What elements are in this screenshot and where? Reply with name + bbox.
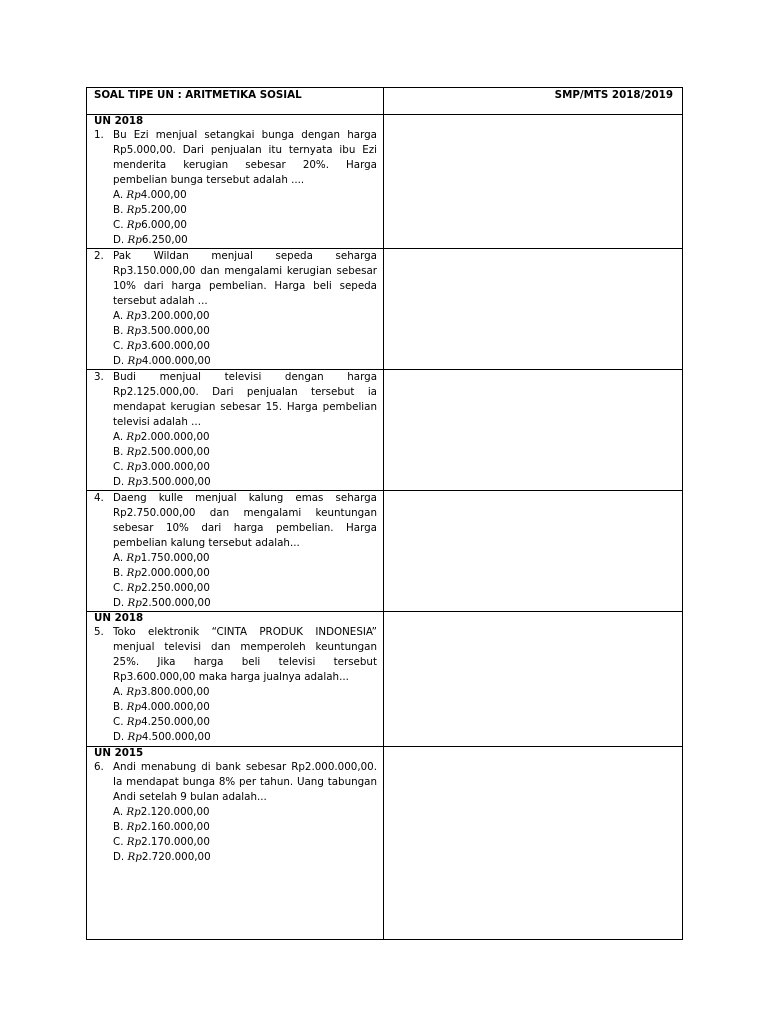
question-4 bbox=[94, 491, 377, 551]
answer-cell bbox=[384, 491, 683, 612]
question-row bbox=[87, 249, 683, 370]
option-value: D. bbox=[113, 355, 125, 367]
option-value: 2.250.000,00 bbox=[141, 582, 210, 594]
currency-symbol: Rp bbox=[127, 355, 142, 367]
option-a bbox=[94, 551, 377, 566]
option-value: 6.250,00 bbox=[141, 234, 188, 246]
question-cell bbox=[87, 747, 384, 940]
header-school-year: SMP/MTS 2018/2019 bbox=[384, 88, 683, 115]
answer-cell bbox=[384, 370, 683, 491]
question-cell bbox=[87, 491, 384, 612]
question-cell bbox=[87, 115, 384, 249]
currency-symbol: Rp bbox=[126, 567, 141, 579]
question-text: Bu Ezi menjual setangkai bunga dengan harga Rp5.000,00. Dari penjualan itu ternyata ibu Ezi menderita kerugian sebesar 20%. Harga pembelian bunga tersebut adalah .... bbox=[113, 129, 377, 186]
option-d bbox=[94, 850, 377, 865]
option-c bbox=[94, 218, 377, 233]
question-1 bbox=[94, 128, 377, 188]
question-table bbox=[86, 87, 683, 940]
currency-symbol: Rp bbox=[126, 701, 141, 713]
question-3 bbox=[94, 370, 377, 430]
question-number: 6. bbox=[94, 761, 104, 773]
header-row bbox=[87, 88, 683, 115]
option-a bbox=[94, 309, 377, 324]
currency-symbol: Rp bbox=[126, 552, 141, 564]
question-number: 3. bbox=[94, 371, 104, 383]
currency-symbol: Rp bbox=[126, 219, 142, 231]
option-value: 4.000.000,00 bbox=[140, 701, 210, 713]
option-value: D. bbox=[113, 476, 125, 488]
option-b bbox=[94, 324, 377, 339]
option-value: C. bbox=[113, 716, 124, 728]
option-value: 2.720.000,00 bbox=[141, 851, 211, 863]
currency-symbol: Rp bbox=[126, 446, 141, 458]
question-cell bbox=[87, 370, 384, 491]
option-value: 2.500.000,00 bbox=[141, 597, 211, 609]
option-a bbox=[94, 805, 377, 820]
option-value: 3.500.000,00 bbox=[140, 325, 210, 337]
question-row bbox=[87, 612, 683, 747]
option-value: 3.600.000,00 bbox=[141, 340, 210, 352]
currency-symbol: Rp bbox=[126, 821, 141, 833]
option-value: 5.200,00 bbox=[140, 204, 187, 216]
option-value: 6.000,00 bbox=[141, 219, 187, 231]
option-value: A. bbox=[113, 552, 124, 564]
question-text: Pak Wildan menjual sepeda seharga Rp3.150.000,00 dan mengalami kerugian sebesar 10% dari harga pembelian. Harga beli sepeda tersebut adalah ... bbox=[113, 250, 377, 307]
option-value: D. bbox=[113, 731, 125, 743]
option-value: A. bbox=[113, 806, 124, 818]
currency-symbol: Rp bbox=[127, 597, 142, 609]
question-text: Andi menabung di bank sebesar Rp2.000.000,00. Ia mendapat bunga 8% per tahun. Uang tabungan Andi setelah 9 bulan adalah... bbox=[113, 761, 377, 803]
option-value: A. bbox=[113, 686, 124, 698]
header-title: SOAL TIPE UN : ARITMETIKA SOSIAL bbox=[87, 88, 384, 115]
option-value: 2.000.000,00 bbox=[140, 431, 210, 443]
option-value: 4.000,00 bbox=[140, 189, 187, 201]
question-row bbox=[87, 370, 683, 491]
option-value: B. bbox=[113, 567, 124, 579]
currency-symbol: Rp bbox=[126, 204, 141, 216]
option-value: A. bbox=[113, 189, 124, 201]
option-value: B. bbox=[113, 325, 124, 337]
currency-symbol: Rp bbox=[126, 836, 142, 848]
option-c bbox=[94, 715, 377, 730]
option-a bbox=[94, 188, 377, 203]
option-value: C. bbox=[113, 582, 124, 594]
option-value: 2.500.000,00 bbox=[140, 446, 210, 458]
option-value: D. bbox=[113, 234, 125, 246]
question-cell bbox=[87, 249, 384, 370]
option-value: D. bbox=[113, 597, 125, 609]
option-value: A. bbox=[113, 310, 124, 322]
currency-symbol: Rp bbox=[127, 476, 142, 488]
currency-symbol: Rp bbox=[126, 340, 142, 352]
option-value: B. bbox=[113, 204, 124, 216]
option-value: D. bbox=[113, 851, 125, 863]
section-label: UN 2015 bbox=[94, 747, 144, 759]
question-6 bbox=[94, 760, 377, 805]
answer-cell bbox=[384, 747, 683, 940]
option-value: 4.500.000,00 bbox=[141, 731, 211, 743]
question-row bbox=[87, 115, 683, 249]
currency-symbol: Rp bbox=[127, 234, 142, 246]
section-label: UN 2018 bbox=[94, 612, 144, 624]
option-c bbox=[94, 339, 377, 354]
question-text: Toko elektronik “CINTA PRODUK INDONESIA” menjual televisi dan memperoleh keuntungan 25%. Jika harga beli televisi tersebut Rp3.600.000,00 maka harga jualnya adalah... bbox=[113, 626, 377, 683]
answer-cell bbox=[384, 612, 683, 747]
option-b bbox=[94, 820, 377, 835]
option-d bbox=[94, 730, 377, 745]
currency-symbol: Rp bbox=[126, 582, 142, 594]
option-value: 3.800.000,00 bbox=[140, 686, 210, 698]
option-value: A. bbox=[113, 431, 124, 443]
option-c bbox=[94, 581, 377, 596]
option-value: 3.000.000,00 bbox=[141, 461, 210, 473]
option-value: C. bbox=[113, 219, 124, 231]
option-d bbox=[94, 233, 377, 248]
option-d bbox=[94, 354, 377, 369]
currency-symbol: Rp bbox=[126, 806, 141, 818]
option-value: C. bbox=[113, 836, 124, 848]
question-row bbox=[87, 491, 683, 612]
option-value: C. bbox=[113, 461, 124, 473]
option-c bbox=[94, 835, 377, 850]
option-value: 2.000.000,00 bbox=[140, 567, 210, 579]
option-value: C. bbox=[113, 340, 124, 352]
option-value: B. bbox=[113, 821, 124, 833]
option-value: B. bbox=[113, 701, 124, 713]
option-value: 2.170.000,00 bbox=[141, 836, 210, 848]
question-text: Daeng kulle menjual kalung emas seharga Rp2.750.000,00 dan mengalami keuntungan sebesar 10% dari harga pembelian. Harga pembelian kalung tersebut adalah... bbox=[113, 492, 377, 549]
option-value: 3.500.000,00 bbox=[141, 476, 211, 488]
option-value: B. bbox=[113, 446, 124, 458]
currency-symbol: Rp bbox=[126, 325, 141, 337]
question-number: 4. bbox=[94, 492, 104, 504]
answer-cell bbox=[384, 115, 683, 249]
currency-symbol: Rp bbox=[127, 731, 142, 743]
option-value: 1.750.000,00 bbox=[140, 552, 210, 564]
currency-symbol: Rp bbox=[126, 716, 142, 728]
option-b bbox=[94, 445, 377, 460]
currency-symbol: Rp bbox=[126, 431, 141, 443]
option-b bbox=[94, 566, 377, 581]
currency-symbol: Rp bbox=[126, 310, 141, 322]
question-number: 5. bbox=[94, 626, 104, 638]
option-value: 4.250.000,00 bbox=[141, 716, 210, 728]
currency-symbol: Rp bbox=[126, 461, 142, 473]
option-value: 4.000.000,00 bbox=[141, 355, 211, 367]
question-text: Budi menjual televisi dengan harga Rp2.125.000,00. Dari penjualan tersebut ia mendapat kerugian sebesar 15. Harga pembelian televisi adalah ... bbox=[113, 371, 377, 428]
question-number: 2. bbox=[94, 250, 104, 262]
question-cell bbox=[87, 612, 384, 747]
option-a bbox=[94, 685, 377, 700]
option-b bbox=[94, 203, 377, 218]
currency-symbol: Rp bbox=[126, 686, 141, 698]
question-number: 1. bbox=[94, 129, 104, 141]
option-c bbox=[94, 460, 377, 475]
option-d bbox=[94, 596, 377, 611]
option-value: 2.160.000,00 bbox=[140, 821, 210, 833]
option-d bbox=[94, 475, 377, 490]
section-label: UN 2018 bbox=[94, 115, 144, 127]
currency-symbol: Rp bbox=[127, 851, 142, 863]
question-row bbox=[87, 747, 683, 940]
option-value: 3.200.000,00 bbox=[140, 310, 210, 322]
answer-cell bbox=[384, 249, 683, 370]
currency-symbol: Rp bbox=[126, 189, 141, 201]
question-2 bbox=[94, 249, 377, 309]
option-a bbox=[94, 430, 377, 445]
option-b bbox=[94, 700, 377, 715]
question-5 bbox=[94, 625, 377, 685]
option-value: 2.120.000,00 bbox=[140, 806, 210, 818]
